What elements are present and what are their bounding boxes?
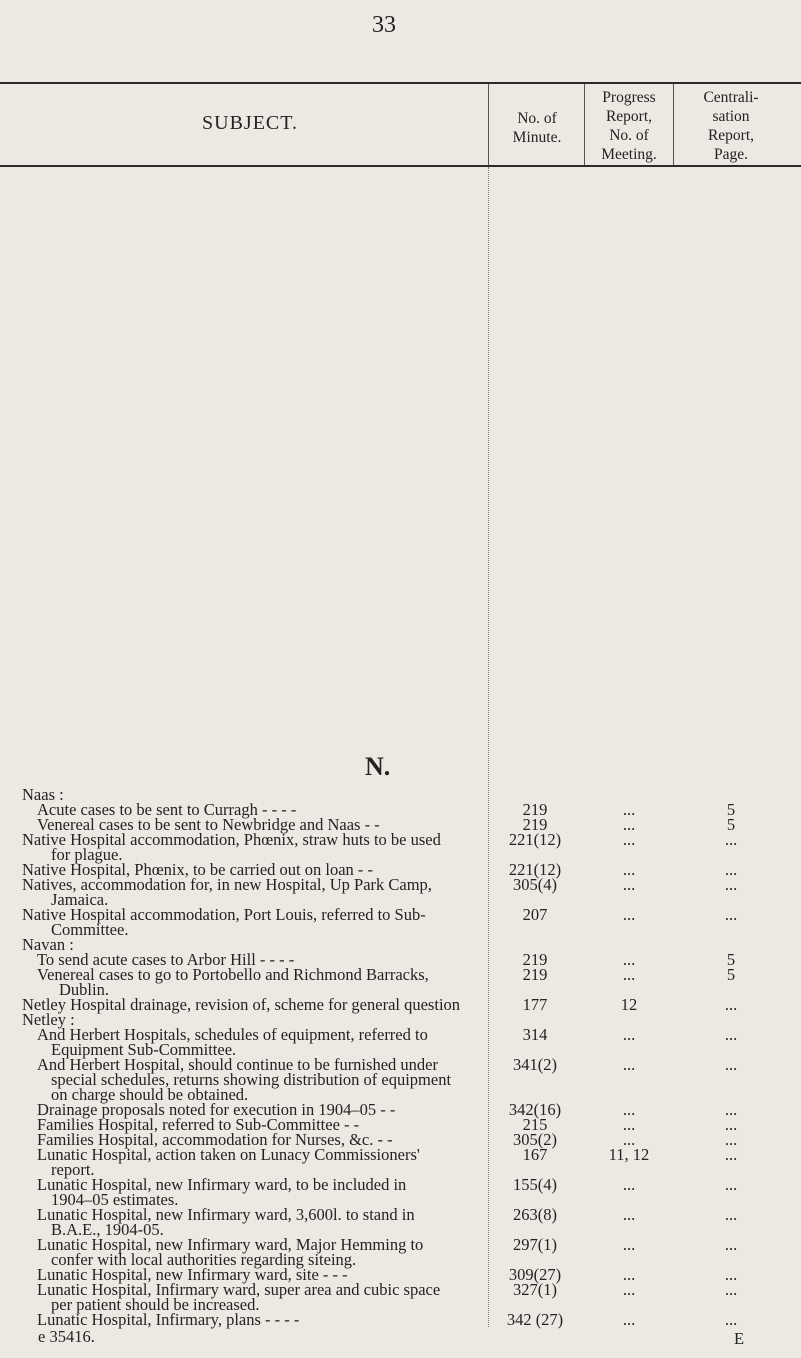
header-divider-minute (488, 84, 489, 165)
entry-page-number: 5 (726, 800, 736, 819)
entry-report-number: ... (622, 1310, 636, 1329)
entry-text: Naas : (22, 785, 64, 804)
entry-text: Venereal cases to go to Portobello and Richmond Barracks, (37, 965, 429, 984)
entry-page-number: ... (724, 1025, 738, 1044)
entry-text: Venereal cases to be sent to Newbridge and Naas - - (37, 815, 380, 834)
entry-minute-number: 305(4) (513, 875, 557, 894)
entry-text: Lunatic Hospital, new Infirmary ward, site - - - (37, 1265, 348, 1284)
entry-page-number: ... (724, 860, 738, 879)
entry-report-number: ... (622, 830, 636, 849)
entry-page-number: ... (724, 1310, 738, 1329)
page-header-line: sation (712, 108, 750, 125)
entry-page-number: ... (724, 875, 738, 894)
footer-signature: e 35416. (38, 1327, 95, 1346)
minute-header-line: Minute. (512, 129, 562, 146)
entry-text: Native Hospital accommodation, Port Louis, referred to Sub- (22, 905, 426, 924)
entry-report-number: ... (622, 1235, 636, 1254)
entry-text: Equipment Sub-Committee. (51, 1040, 237, 1059)
entry-minute-number: 215 (522, 1115, 548, 1134)
entry-page-number: 5 (726, 815, 736, 834)
page-number: 33 (372, 12, 396, 38)
entry-minute-number: 219 (522, 800, 548, 819)
index-entry-line (0, 1310, 801, 1330)
report-header-line: Meeting. (601, 146, 657, 163)
entry-text: for plague. (51, 845, 123, 864)
entry-text: Lunatic Hospital, new Infirmary ward, 3,600l. to stand in (37, 1205, 415, 1224)
entry-text: Native Hospital, Phœnix, to be carried out on loan - - (22, 860, 374, 879)
entry-text: Drainage proposals noted for execution in 1904–05 - - (37, 1100, 396, 1119)
entry-page-number: ... (724, 1280, 738, 1299)
entry-text: Committee. (51, 920, 129, 939)
report-header-line: No. of (609, 127, 649, 144)
footer-letter: E (734, 1329, 745, 1348)
entry-minute-number: 297(1) (513, 1235, 557, 1254)
entry-text: And Herbert Hospital, should continue to be furnished under (37, 1055, 438, 1074)
entry-text: 1904–05 estimates. (51, 1190, 179, 1209)
entry-report-number: 11, 12 (608, 1145, 650, 1164)
entry-report-number: ... (622, 1100, 636, 1119)
entry-report-number: ... (622, 1175, 636, 1194)
entry-report-number: ... (622, 815, 636, 834)
entry-page-number: ... (724, 830, 738, 849)
entry-minute-number: 263(8) (513, 1205, 557, 1224)
report-header-line: Progress (602, 89, 656, 106)
minute-header-line: No. of (517, 110, 557, 127)
entry-page-number: ... (724, 1235, 738, 1254)
report-header (586, 88, 672, 164)
header-divider-report (584, 84, 585, 165)
entry-minute-number: 219 (522, 815, 548, 834)
entry-minute-number: 219 (522, 950, 548, 969)
entry-text: on charge should be obtained. (51, 1085, 249, 1104)
entry-minute-number: 155(4) (513, 1175, 557, 1194)
entry-text: Families Hospital, accommodation for Nurses, &c. - - (37, 1130, 393, 1149)
report-header-line: Report, (605, 108, 653, 125)
entry-page-number: ... (724, 1145, 738, 1164)
entry-text: Lunatic Hospital, Infirmary ward, super area and cubic space (37, 1280, 441, 1299)
entry-text: Families Hospital, referred to Sub-Committee - - (37, 1115, 360, 1134)
entry-report-number: ... (622, 965, 636, 984)
section-letter: N. (365, 752, 391, 781)
entry-minute-number: 221(12) (508, 860, 562, 879)
entry-text: And Herbert Hospitals, schedules of equipment, referred to (37, 1025, 428, 1044)
entry-minute-number: 167 (522, 1145, 548, 1164)
entry-minute-number: 207 (522, 905, 548, 924)
page-header (676, 88, 786, 164)
entry-text: Netley Hospital drainage, revision of, scheme for general question (22, 995, 461, 1014)
entry-text: confer with local authorities regarding siteing. (51, 1250, 357, 1269)
entry-text: B.A.E., 1904-05. (51, 1220, 164, 1239)
entry-text: per patient should be increased. (51, 1295, 260, 1314)
entry-minute-number: 342(16) (508, 1100, 562, 1119)
entry-page-number: ... (724, 1130, 738, 1149)
entry-page-number: ... (724, 995, 738, 1014)
entry-minute-number: 309(27) (508, 1265, 562, 1284)
entry-text: To send acute cases to Arbor Hill - - - - (37, 950, 295, 969)
entry-text: Natives, accommodation for, in new Hospital, Up Park Camp, (22, 875, 432, 894)
entry-text: Navan : (22, 935, 74, 954)
page-header-line: Centrali- (703, 89, 759, 106)
entry-page-number: ... (724, 1055, 738, 1074)
entry-text: report. (51, 1160, 95, 1179)
entry-minute-number: 327(1) (513, 1280, 557, 1299)
entry-text: Acute cases to be sent to Curragh - - - - (37, 800, 297, 819)
entry-report-number: ... (622, 1205, 636, 1224)
header-divider-page (673, 84, 674, 165)
entry-page-number: ... (724, 905, 738, 924)
entry-minute-number: 219 (522, 965, 548, 984)
subject-header: SUBJECT. (202, 112, 298, 134)
entry-text: Jamaica. (51, 890, 109, 909)
entry-page-number: ... (724, 1100, 738, 1119)
minute-header (492, 109, 582, 147)
entry-report-number: ... (622, 1115, 636, 1134)
entry-report-number: ... (622, 1130, 636, 1149)
entry-minute-number: 314 (522, 1025, 548, 1044)
entry-report-number: ... (622, 1265, 636, 1284)
entry-report-number: 12 (620, 995, 638, 1014)
entry-page-number: ... (724, 1265, 738, 1284)
page-header-line: Page. (713, 146, 748, 163)
entry-minute-number: 342 (27) (506, 1310, 564, 1329)
entry-text: Netley : (22, 1010, 75, 1029)
entry-text: Dublin. (59, 980, 109, 999)
entry-report-number: ... (622, 875, 636, 894)
entry-text: Lunatic Hospital, Infirmary, plans - - - - (37, 1310, 300, 1329)
entry-report-number: ... (622, 950, 636, 969)
entry-report-number: ... (622, 905, 636, 924)
entry-text: Native Hospital accommodation, Phœnix, straw huts to be used (22, 830, 441, 849)
entry-page-number: ... (724, 1175, 738, 1194)
entry-report-number: ... (622, 1025, 636, 1044)
header-bottom-rule (0, 165, 801, 167)
entry-page-number: ... (724, 1115, 738, 1134)
entry-minute-number: 341(2) (513, 1055, 557, 1074)
header-top-rule (0, 82, 801, 84)
entry-report-number: ... (622, 860, 636, 879)
entry-page-number: 5 (726, 950, 736, 969)
entry-page-number: ... (724, 1205, 738, 1224)
entry-report-number: ... (622, 1280, 636, 1299)
entry-text: special schedules, returns showing distribution of equipment (51, 1070, 452, 1089)
entry-minute-number: 221(12) (508, 830, 562, 849)
entry-minute-number: 305(2) (513, 1130, 557, 1149)
entry-report-number: ... (622, 800, 636, 819)
page-header-line: Report, (707, 127, 755, 144)
entry-text: Lunatic Hospital, action taken on Lunacy Commissioners' (37, 1145, 420, 1164)
entry-report-number: ... (622, 1055, 636, 1074)
entry-minute-number: 177 (522, 995, 548, 1014)
entry-text: Lunatic Hospital, new Infirmary ward, to be included in (37, 1175, 407, 1194)
entry-text: Lunatic Hospital, new Infirmary ward, Major Hemming to (37, 1235, 424, 1254)
entry-page-number: 5 (726, 965, 736, 984)
